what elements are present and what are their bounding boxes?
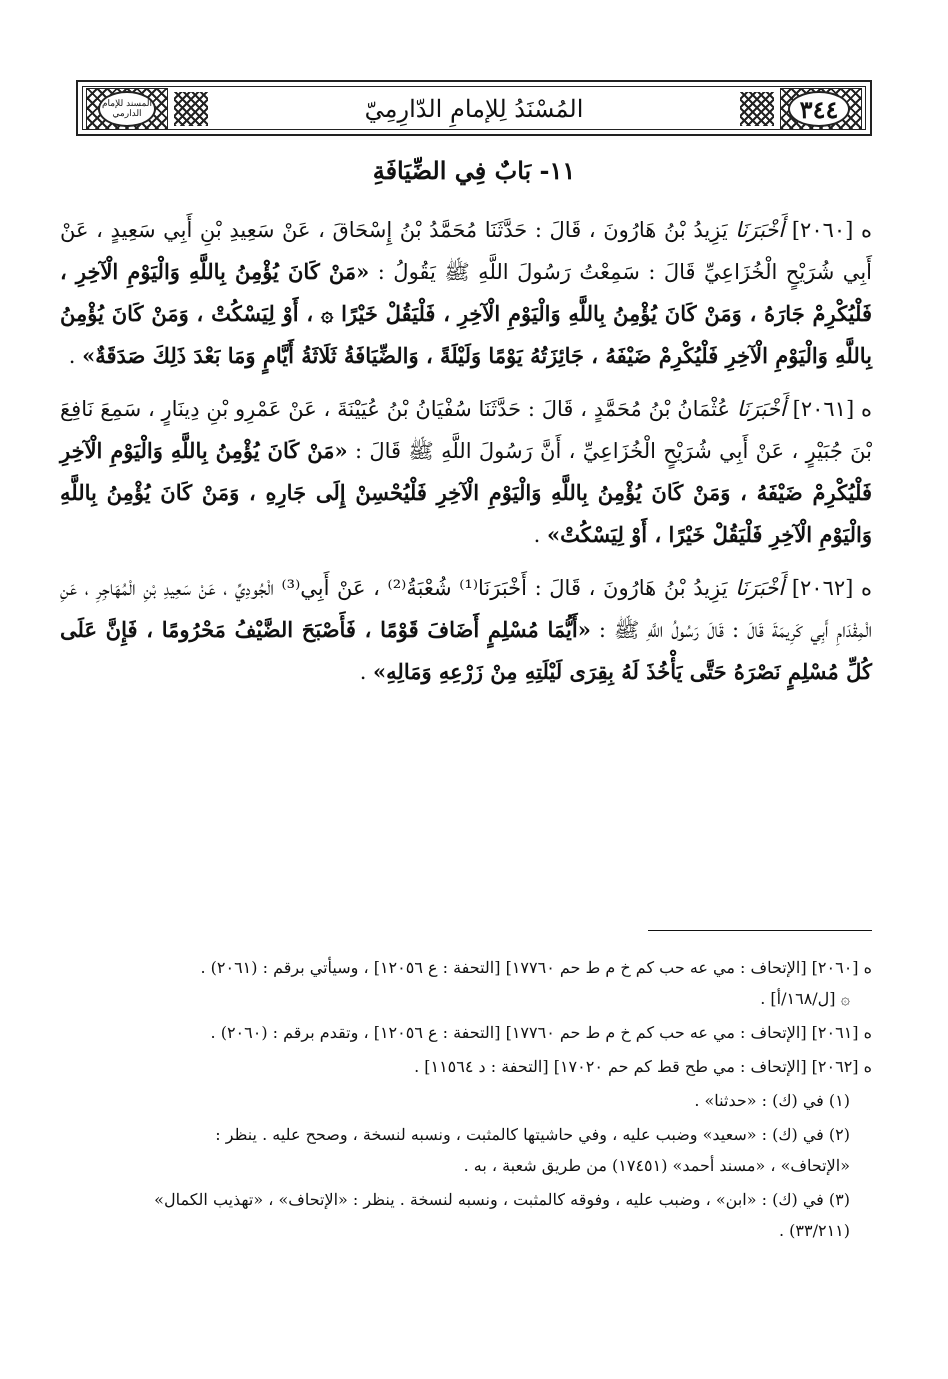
hadith-intro: أَخْبَرَنَا <box>735 576 785 600</box>
footnote-2 <box>64 1119 872 1181</box>
hadith-isnad: يَزِيدُ بْنُ هَارُونَ ، قَالَ : حَدَّثَنَا مُحَمَّدُ بْنُ إِسْحَاقَ ، عَنْ سَعِيدِ بْنِ أَبِي سَعِيدٍ ، عَنْ أَبِي شُرَيْحٍ الْخُزَاعِيِّ قَالَ : سَمِعْتُ رَسُولَ اللَّهِ ﷺ يَقُولُ : <box>60 218 872 284</box>
footnote-text: (٢) في (ك) : «سعيد» وضبب عليه ، وفي حاشيتها كالمثبت ، ونسبه لنسخة ، وصحح عليه . ينظر : <box>215 1125 850 1144</box>
footnote-3 <box>64 1184 872 1246</box>
footnote-2060 <box>64 952 872 1014</box>
footnote-2062 <box>64 1051 872 1082</box>
hadith-marker: ه <box>860 218 872 242</box>
hadith-isnad: يَزِيدُ بْنُ هَارُونَ ، قَالَ : أَخْبَرَنَا⁽¹⁾ شُعْبَةُ⁽²⁾ ، عَنْ أَبِي⁽³⁾ الْجُودِيِّ ، عَنْ سَعِيدِ بْنِ الْمُهَاجِرِ ، عَنِ الْمِقْدَامِ أَبِي كَرِيمَةَ قَالَ : قَالَ رَسُولُ اللَّهِ ﷺ : <box>60 576 872 642</box>
hadith-2061 <box>60 389 872 556</box>
hadith-intro: أَخْبَرَنَا <box>736 397 786 421</box>
running-title: المُسْنَدُ لِلإمامِ الدّارِمِيّ <box>364 95 584 123</box>
footnote-continuation: (٣٣/٢١١) . <box>778 1221 850 1240</box>
footnotes <box>64 952 872 1249</box>
footnote-text: ه [٢٠٦٢] [الإتحاف : مي طح قط كم حم ١٧٠٢٠] [التحفة : د ١١٥٦٤] . <box>414 1057 872 1076</box>
footnote-1 <box>64 1085 872 1116</box>
page-number: ٣٤٤ <box>799 94 839 124</box>
header-ornament-inner-left <box>174 92 208 126</box>
book-seal-logo <box>98 91 156 127</box>
footnote-separator <box>648 930 872 931</box>
hadith-number: [٢٠٦٢] <box>791 576 854 600</box>
footnote-text: (١) في (ك) : «حدثنا» . <box>694 1091 850 1110</box>
hadith-matn: «أَيُّمَا مُسْلِمٍ أَضَافَ قَوْمًا ، فَأَصْبَحَ الضَّيْفُ مَحْرُومًا ، فَإِنَّ عَلَى كُلِّ مُسْلِمٍ نَصْرَهُ حَتَّى يَأْخُذَ لَهُ بِقِرَى لَيْلَتِهِ مِنْ زَرْعِهِ وَمَالِهِ» <box>60 617 872 684</box>
page-number-badge <box>788 91 850 127</box>
hadith-marker: ه <box>860 576 872 600</box>
hadith-intro: أَخْبَرَنَا <box>735 218 785 242</box>
footnote-continuation: ۞ [ل/١٦٨/أ] . <box>760 989 850 1008</box>
hadith-isnad: عُثْمَانُ بْنُ مُحَمَّدٍ ، قَالَ : حَدَّثَنَا سُفْيَانُ بْنُ عُيَيْنَةَ ، عَنْ عَمْرِو بْنِ دِينَارٍ ، سَمِعَ نَافِعَ بْنَ جُبَيْرٍ ، عَنْ أَبِي شُرَيْحٍ الْخُزَاعِيِّ ، أَنَّ رَسُولَ اللَّهِ ﷺ قَالَ : <box>60 397 872 463</box>
hadith-end: . <box>359 660 374 684</box>
hadith-2062 <box>60 568 872 693</box>
hadith-2060 <box>60 210 872 377</box>
hadith-number: [٢٠٦٠] <box>791 218 854 242</box>
hadith-matn: «مَنْ كَانَ يُؤْمِنُ بِاللَّهِ وَالْيَوْمِ الْآخِرِ فَلْيُكْرِمْ ضَيْفَهُ ، وَمَنْ كَانَ يُؤْمِنُ بِاللَّهِ وَالْيَوْمِ الْآخِرِ فَلْيُحْسِنْ إِلَى جَارِهِ ، وَمَنْ كَانَ يُؤْمِنُ بِاللَّهِ وَالْيَوْمِ الْآخِرِ فَلْيَقُلْ خَيْرًا ، أَوْ لِيَسْكُتْ» <box>60 438 872 547</box>
footnote-text: ه [٢٠٦١] [الإتحاف : مي عه حب كم خ م ط حم ١٧٧٦٠] [التحفة : ع ١٢٠٥٦] ، وتقدم برقم : (٢٠٦٠) . <box>210 1023 872 1042</box>
chapter-heading: ١١- بَابٌ فِي الضِّيَافَةِ <box>372 156 576 185</box>
page-header <box>76 80 872 136</box>
footnote-text: (٣) في (ك) : «ابن» ، وضبب عليه ، وفوقه كالمثبت ، ونسبه لنسخة . ينظر : «الإتحاف» ، «تهذيب الكمال» <box>154 1190 850 1209</box>
footnote-text: ه [٢٠٦٠] [الإتحاف : مي عه حب كم خ م ط حم ١٧٧٦٠] [التحفة : ع ١٢٠٥٦] ، وسيأتي برقم : (٢٠٦١) . <box>200 958 872 977</box>
hadith-number: [٢٠٦١] <box>792 397 855 421</box>
hadith-end: . <box>68 344 83 368</box>
hadith-matn: «مَنْ كَانَ يُؤْمِنُ بِاللَّهِ وَالْيَوْمِ الْآخِرِ ، فَلْيُكْرِمْ جَارَهُ ، وَمَنْ كَانَ يُؤْمِنُ بِاللَّهِ وَالْيَوْمِ الْآخِرِ ، فَلْيَقُلْ خَيْرًا ۞ ، أَوْ لِيَسْكُتْ ، وَمَنْ كَانَ يُؤْمِنُ بِاللَّهِ وَالْيَوْمِ الْآخِرِ فَلْيُكْرِمْ ضَيْفَهُ ، جَائِزَتُهُ يَوْمًا وَلَيْلَةً ، وَالضِّيَافَةُ ثَلَاثَةُ أَيَّامٍ وَمَا بَعْدَ ذَلِكَ صَدَقَةٌ» <box>60 259 872 368</box>
footnote-2061 <box>64 1017 872 1048</box>
seal-text: المسند للإمام الدارمي <box>101 99 153 119</box>
hadith-marker: ه <box>860 397 872 421</box>
hadith-end: . <box>533 523 548 547</box>
footnote-continuation: «الإتحاف» ، «مسند أحمد» (١٧٤٥١) من طريق شعبة ، به . <box>463 1156 850 1175</box>
main-text <box>60 210 872 705</box>
header-ornament-inner-right <box>740 92 774 126</box>
